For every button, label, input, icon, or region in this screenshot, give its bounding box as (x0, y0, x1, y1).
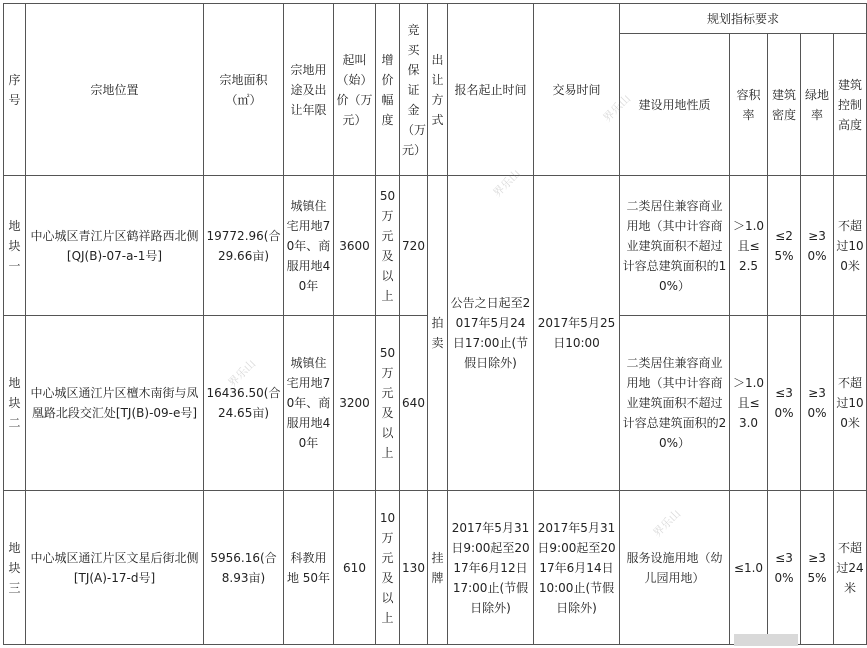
cell-start-price: 3600 (334, 176, 376, 316)
cell-far: ≤1.0 (730, 491, 768, 645)
cell-density: ≤30% (768, 491, 801, 645)
header-trade-time: 交易时间 (534, 4, 620, 176)
cell-use-term: 科教用地 50年 (284, 491, 334, 645)
cell-trade-time: 2017年5月31日9:00起至2017年6月14日10:00止(节假日除外) (534, 491, 620, 645)
cell-seq: 地块二 (4, 316, 26, 491)
cell-density: ≤30% (768, 316, 801, 491)
cell-height: 不超过100米 (834, 316, 867, 491)
cell-area: 16436.50(合24.65亩) (204, 316, 284, 491)
cell-use-term: 城镇住宅用地70年、商服用地40年 (284, 176, 334, 316)
cell-height: 不超过24米 (834, 491, 867, 645)
table-row-parcel-3 (4, 491, 867, 645)
header-area: 宗地面积（㎡） (204, 4, 284, 176)
header-method: 出让方式 (428, 4, 448, 176)
cell-increment: 50万元及以上 (376, 316, 400, 491)
header-far: 容积率 (730, 34, 768, 176)
cell-far: ＞1.0且≤3.0 (730, 316, 768, 491)
watermark-text: 界乐山 (225, 357, 259, 390)
cell-far: ＞1.0且≤2.5 (730, 176, 768, 316)
table-row-parcel-1 (4, 176, 867, 316)
cell-density: ≤25% (768, 176, 801, 316)
land-parcel-table (3, 3, 867, 645)
cell-green: ≥30% (801, 176, 834, 316)
watermark-text: 界乐山 (650, 507, 684, 540)
cell-seq: 地块一 (4, 176, 26, 316)
cell-method-shared: 拍卖 (428, 176, 448, 491)
cell-deposit: 720 (400, 176, 428, 316)
cell-trade-time-shared: 2017年5月25日10:00 (534, 176, 620, 491)
cell-location: 中心城区通江片区檀木南街与凤凰路北段交汇处[TJ(B)-09-e号] (26, 316, 204, 491)
cell-green: ≥35% (801, 491, 834, 645)
cell-location: 中心城区青江片区鹤祥路西北侧[QJ(B)-07-a-1号] (26, 176, 204, 316)
cell-method: 挂牌 (428, 491, 448, 645)
cell-increment: 50万元及以上 (376, 176, 400, 316)
header-deposit: 竞买保证金（万元） (400, 4, 428, 176)
header-use-term: 宗地用途及出让年限 (284, 4, 334, 176)
cell-registration: 2017年5月31日9:00起至2017年6月12日17:00止(节假日除外) (448, 491, 534, 645)
watermark-text: 界乐山 (490, 167, 524, 200)
header-green: 绿地率 (801, 34, 834, 176)
header-location: 宗地位置 (26, 4, 204, 176)
cell-start-price: 3200 (334, 316, 376, 491)
cell-area: 19772.96(合29.66亩) (204, 176, 284, 316)
cell-increment: 10万元及以上 (376, 491, 400, 645)
header-increment: 增价幅度 (376, 4, 400, 176)
header-row-top (4, 4, 867, 34)
cell-area: 5956.16(合8.93亩) (204, 491, 284, 645)
header-density: 建筑密度 (768, 34, 801, 176)
header-height: 建筑控制高度 (834, 34, 867, 176)
cell-seq: 地块三 (4, 491, 26, 645)
cell-start-price: 610 (334, 491, 376, 645)
cell-property: 二类居住兼容商业用地（其中计容商业建筑面积不超过计容总建筑面积的10%） (620, 176, 730, 316)
cell-registration-shared: 公告之日起至2017年5月24日17:00止(节假日除外) (448, 176, 534, 491)
header-start-price: 起叫（始）价（万元） (334, 4, 376, 176)
header-planning-group: 规划指标要求 (620, 4, 867, 34)
cell-location: 中心城区通江片区文星后街北侧[TJ(A)-17-d号] (26, 491, 204, 645)
cell-green: ≥30% (801, 316, 834, 491)
cell-deposit: 640 (400, 316, 428, 491)
corner-watermark-bar (734, 634, 798, 646)
header-property: 建设用地性质 (620, 34, 730, 176)
cell-property: 二类居住兼容商业用地（其中计容商业建筑面积不超过计容总建筑面积的20%） (620, 316, 730, 491)
cell-use-term: 城镇住宅用地70年、商服用地40年 (284, 316, 334, 491)
header-registration: 报名起止时间 (448, 4, 534, 176)
watermark-text: 界乐山 (600, 92, 634, 125)
header-seq: 序号 (4, 4, 26, 176)
cell-property: 服务设施用地（幼儿园用地） (620, 491, 730, 645)
cell-deposit: 130 (400, 491, 428, 645)
cell-height: 不超过100米 (834, 176, 867, 316)
